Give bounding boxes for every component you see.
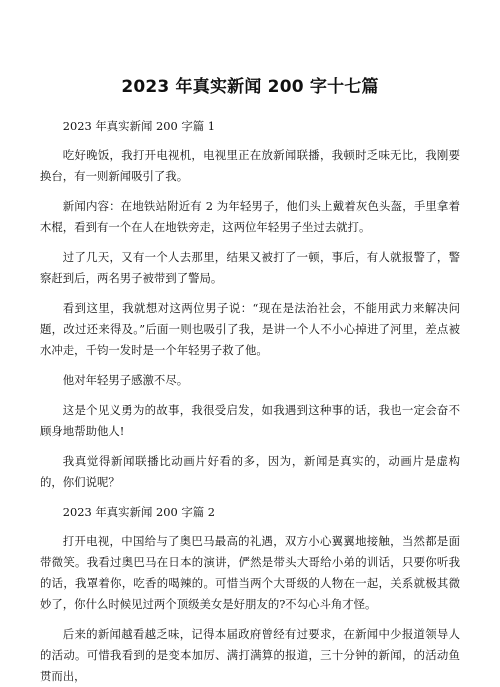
paragraph: 新闻内容：在地铁站附近有 2 为年轻男子，他们头上戴着灰色头盔，手里拿着木棍，看到有一个在人在地铁旁走，这两位年轻男子坐过去就打。: [40, 199, 460, 234]
section-heading-1: 2023 年真实新闻 200 字篇 1: [62, 119, 215, 133]
document-title: 2023 年真实新闻 200 字十七篇: [121, 77, 379, 97]
paragraph: 吃好晚饭，我打开电视机，电视里正在放新闻联播，我顿时乏味无比，我刚要换台，有一则新闻吸引了我。: [40, 148, 460, 183]
paragraph: 看到这里，我就想对这两位男子说：“现在是法治社会，不能用武力来解决问题，改过还来得及。”后面一则也吸引了我，是讲一个人不小心掉进了河里，差点被水冲走，千钧一发时是一个年轻男子救了他。: [40, 301, 460, 357]
paragraph: 打开电视，中国给与了奥巴马最高的礼遇，双方小心翼翼地接触，当然都是面带微笑。我看过奥巴马在日本的演讲，俨然是带头大哥给小弟的训话，只要你听我的话，我罩着你，吃香的喝辣的。可惜当两个大哥级的人物在一起，关系就极其微妙了，你什么时候见过两个顶级美女是好朋友的?不勾心斗角才怪。: [40, 534, 460, 611]
paragraph: 我真觉得新闻联播比动画片好看的多，因为，新闻是真实的，动画片是虚构的，你们说呢？: [40, 454, 460, 489]
paragraph: 这是个见义勇为的故事，我很受启发，如我遇到这种事的话，我也一定会奋不顾身地帮助他人!: [40, 403, 460, 438]
paragraph: 他对年轻男子感激不尽。: [62, 373, 189, 387]
paragraph: 过了几天，又有一个人去那里，结果又被打了一顿，事后，有人就报警了，警察赶到后，两名男子被带到了警局。: [40, 250, 460, 285]
paragraph: 后来的新闻越看越乏味，记得本届政府曾经有过要求，在新闻中少报道领导人的活动。可惜我看到的是变本加厉、满打满算的报道，三十分钟的新闻，的活动鱼贯而出，: [40, 627, 460, 683]
section-heading-2: 2023 年真实新闻 200 字篇 2: [62, 505, 215, 519]
